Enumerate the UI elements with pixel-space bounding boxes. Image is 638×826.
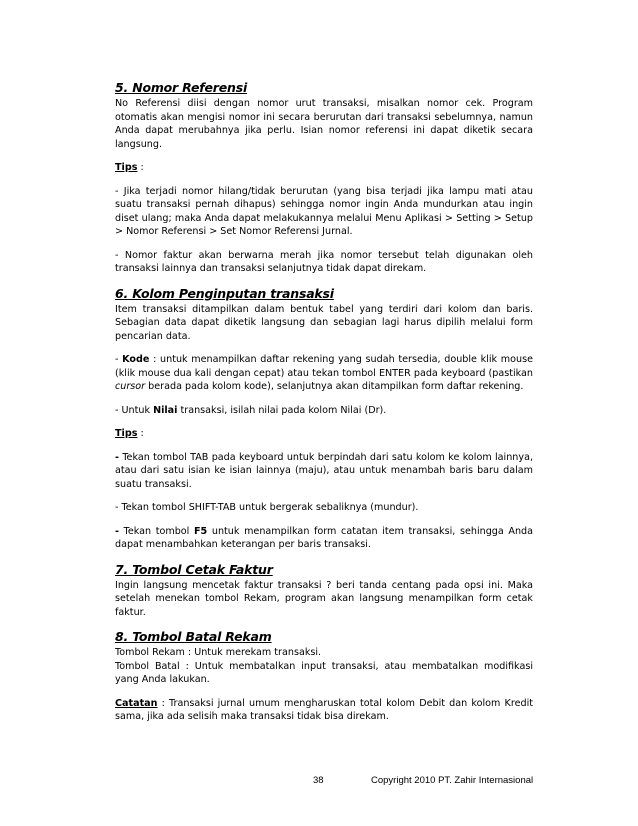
nilai-prefix: - Untuk (115, 404, 154, 416)
section-title-7: 7. Tombol Cetak Faktur (115, 561, 273, 577)
section-title-5: 5. Nomor Referensi (115, 80, 248, 95)
copyright-text: Copyright 2010 PT. Zahir Internasional (371, 775, 534, 786)
section-5-tip-1: - Jika terjadi nomor hilang/tidak berurutan (yang bisa terjadi jika lampu mati atau suatu transaksi pernah dihapus) sehingga nomor ingin Anda mundurkan atau ingin diset ulang; maka Anda dapat melakukannya melalui Menu Aplikasi > Setting > Setup > Nomor Referensi > Set Nomor Referensi Jurnal. (115, 185, 533, 237)
catatan-label: Catatan (115, 697, 158, 709)
section-8-line-1: Tombol Rekam : Untuk merekam transaksi. (115, 647, 322, 658)
tips-separator: : (137, 162, 144, 173)
section-6-tip-1 (115, 451, 533, 492)
tip-3-text-b: untuk menampilkan form catatan item transaksi, sehingga Anda dapat menambahkan keterangan per baris transaksi. (115, 525, 534, 550)
kode-italic: cursor (115, 381, 146, 392)
f5-key-label: F5 (194, 525, 208, 537)
nilai-label: Nilai (153, 404, 178, 416)
tip-dash: - (115, 451, 119, 463)
section-kolom-penginputan (115, 286, 533, 552)
section-nomor-referensi (115, 80, 533, 276)
kode-text-a: : untuk menampilkan daftar rekening yang sudah tersedia, double klik mouse (klik mouse dua kali dengan cepat) atau tekan tombol ENTER pada keyboard (pastikan (115, 354, 533, 379)
section-5-body: No Referensi diisi dengan nomor urut transaksi, misalkan nomor cek. Program otomatis akan mengisi nomor ini secara berurutan dari transaksi sebelumnya, namun Anda dapat merubahnya jika perlu. Isian nomor referensi ini dapat diketik secara langsung. (115, 98, 533, 150)
section-6-tip-2: - Tekan tombol SHIFT-TAB untuk bergerak sebaliknya (mundur). (115, 502, 419, 513)
section-6-nilai (115, 404, 533, 418)
section-title-6: 6. Kolom Penginputan transaksi (115, 285, 334, 301)
section-6-tips-heading (115, 427, 533, 441)
section-6-intro: Item transaksi ditampilkan dalam bentuk tabel yang terdiri dari kolom dan baris. Sebagian data dapat diketik langsung dan sebagian lagi harus dipilih melalui form pencarian data. (115, 303, 533, 342)
tips-label: Tips (115, 428, 138, 439)
kode-prefix: - (115, 354, 123, 365)
section-6-kode (115, 353, 533, 394)
tips-separator: : (137, 428, 144, 439)
section-5-tip-2: - Nomor faktur akan berwarna merah jika nomor tersebut telah digunakan oleh transaksi lainnya dan transaksi selanjutnya tidak dapat direkam. (115, 249, 533, 274)
kode-text-b: berada pada kolom kode), selanjutnya akan ditampilkan form daftar rekening. (145, 381, 524, 392)
section-tombol-cetak-faktur (115, 562, 533, 620)
page-number: 38 (313, 775, 324, 786)
tip-3-text-a: Tekan tombol (118, 525, 194, 537)
section-5-tips-heading (115, 161, 533, 175)
tip-1-text: Tekan tombol TAB pada keyboard untuk berpindah dari satu kolom ke kolom lainnya, atau dari satu isian ke isian lainnya (maju), atau untuk menambah baris baru dalam suatu transaksi. (115, 451, 533, 490)
tip-dash: - (115, 525, 119, 537)
section-title-8: 8. Tombol Batal Rekam (115, 629, 272, 644)
catatan-text: : Transaksi jurnal umum mengharuskan total kolom Debit dan kolom Kredit sama, jika ada selisih maka transaksi tidak bisa direkam. (115, 697, 533, 722)
nilai-text: transaksi, isilah nilai pada kolom Nilai (Dr). (177, 404, 387, 416)
section-6-tip-3 (115, 525, 533, 552)
tips-label: Tips (115, 162, 138, 173)
section-8-note (115, 697, 533, 724)
document-page (115, 80, 533, 734)
section-7-body: Ingin langsung mencetak faktur transaksi ? beri tanda centang pada opsi ini. Maka setelah menekan tombol Rekam, program akan langsung menampilkan form cetak faktur. (115, 579, 533, 618)
section-tombol-batal-rekam (115, 629, 533, 724)
section-8-line-2: Tombol Batal : Untuk membatalkan input transaksi, atau membatalkan modifikasi yang Anda lakukan. (115, 660, 533, 685)
kode-label: Kode (122, 354, 150, 365)
